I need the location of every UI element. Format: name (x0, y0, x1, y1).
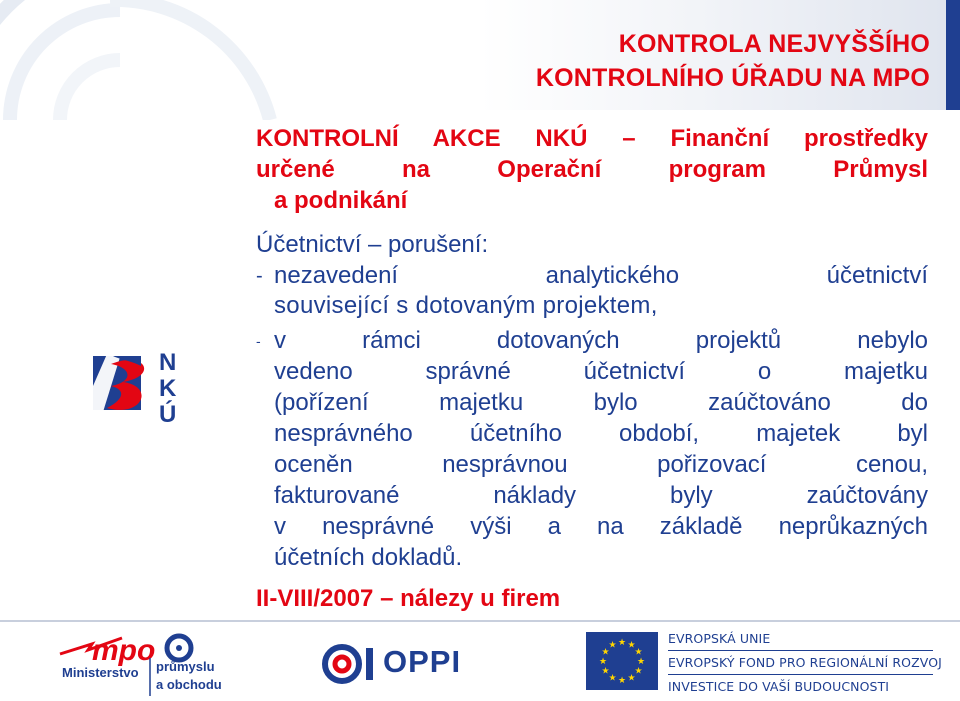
bullet-marker-1: - (256, 265, 263, 287)
title-accent-bar (946, 0, 960, 110)
footer-divider (0, 620, 960, 622)
bullet-2-line-7: v nesprávné výši a na základě neprůkazných (274, 513, 928, 540)
eu-star-icon: ★ (608, 673, 617, 684)
bullet-2-line-5: oceněn nesprávnou pořizovací cenou, (274, 451, 928, 478)
decorative-arcs (0, 0, 300, 120)
eu-star-icon: ★ (617, 676, 627, 686)
nku-logo (93, 346, 203, 424)
nku-letter-u: Ú (159, 401, 177, 424)
oppi-wordmark: OPPI (383, 644, 462, 679)
mpo-logo (52, 626, 252, 698)
heading-line-1: KONTROLNÍ AKCE NKÚ – Finanční prostředky (256, 125, 928, 152)
eu-star-icon: ★ (598, 657, 608, 667)
bullet-2-line-3: (pořízení majetku bylo zaúčtováno do (274, 389, 928, 416)
page-title-line-1: KONTROLA NEJVYŠŠÍHO (618, 30, 930, 58)
eu-line-1: EVROPSKÁ UNIE (668, 631, 771, 646)
eu-flag-icon (586, 632, 658, 690)
footer-note: II-VIII/2007 – nálezy u firem (256, 585, 561, 612)
mpo-wordmark: mpo (92, 634, 156, 667)
eu-line-3: INVESTICE DO VAŠÍ BUDOUCNOSTI (668, 679, 890, 694)
section-title: Účetnictví – porušení: (256, 231, 489, 258)
eu-star-icon: ★ (608, 640, 617, 651)
eu-star-icon: ★ (601, 647, 610, 658)
nku-letter-k: K (159, 375, 177, 402)
bullet-2-line-2: vedeno správné účetnictví o majetku (274, 358, 928, 385)
bullet-2-line-6: fakturované náklady byly zaúčtovány (274, 482, 928, 509)
heading-block (256, 124, 928, 220)
bullet-2 (274, 326, 928, 574)
bullet-2-line-1: v rámci dotovaných projektů nebylo (274, 327, 928, 354)
mpo-line-3: a obchodu (156, 677, 222, 692)
heading-line-2: určené na Operační program Průmysl (256, 156, 928, 183)
eu-star-icon: ★ (636, 657, 646, 667)
mpo-line-1: Ministerstvo (62, 665, 139, 680)
eu-star-icon: ★ (634, 666, 643, 677)
footer-note-block (256, 584, 928, 616)
bullet-2-line-8: účetních dokladů. (274, 544, 463, 571)
eu-star-icon: ★ (634, 647, 643, 658)
bullet-1-line-1: nezavedení analytického účetnictví (274, 262, 928, 289)
bullet-1 (274, 261, 928, 325)
eu-star-icon: ★ (627, 673, 636, 684)
mpo-line-2: průmyslu (156, 659, 215, 674)
eu-star-icon: ★ (627, 640, 636, 651)
bullet-marker-2: - (256, 333, 261, 349)
heading-line-3: a podnikání (274, 187, 408, 214)
section-title-block (256, 230, 928, 262)
page-title-line-2: KONTROLNÍHO ÚŘADU NA MPO (535, 64, 930, 92)
bullet-1-line-2: související s dotovaným projektem, (274, 292, 658, 319)
bullet-2-line-4: nesprávného účetního období, majetek byl (274, 420, 928, 447)
eu-star-icon: ★ (617, 638, 627, 648)
eu-separator-2 (668, 674, 933, 675)
eu-line-2: EVROPSKÝ FOND PRO REGIONÁLNÍ ROZVOJ (668, 655, 942, 670)
eu-separator-1 (668, 650, 933, 651)
eu-text-block (668, 630, 958, 696)
eu-star-icon: ★ (601, 666, 610, 677)
nku-letter-n: N (159, 349, 177, 376)
